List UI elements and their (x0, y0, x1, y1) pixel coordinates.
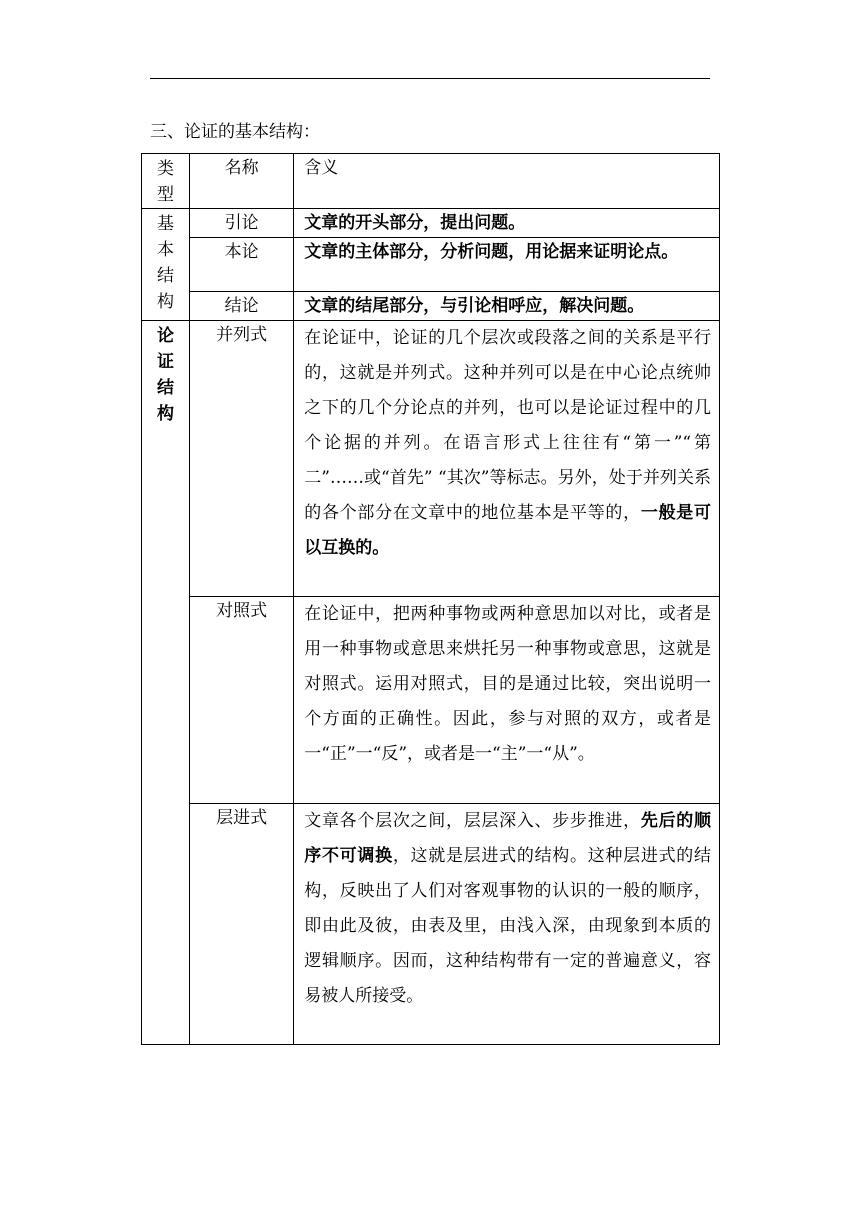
argument-structure-type-char: 结 (157, 378, 175, 398)
basic-structure-type-char: 基 (157, 214, 175, 234)
meaning-text: 文章各个层次之间，层层深入、步步推进， (304, 811, 641, 831)
header-type-char: 类 (157, 159, 175, 179)
argument-structure-type-char: 证 (157, 352, 175, 372)
row-meaning-duizhao (294, 597, 720, 804)
table-row (142, 292, 720, 321)
row-name-cengjin: 层进式 (190, 804, 294, 1045)
argument-structure-type-char: 论 (157, 326, 175, 346)
row-meaning-jielun: 文章的结尾部分，与引论相呼应，解决问题。 (294, 292, 720, 321)
row-meaning-binglie (294, 321, 720, 597)
table-row (142, 209, 720, 238)
row-meaning-cengjin (294, 804, 720, 1045)
row-name-benlun: 本论 (190, 238, 294, 292)
table-row (142, 597, 720, 804)
basic-structure-type-char: 本 (157, 240, 175, 260)
row-name-duizhao: 对照式 (190, 597, 294, 804)
basic-structure-type-char: 结 (157, 266, 175, 286)
header-meaning-cell: 含义 (294, 154, 720, 209)
meaning-emphasis: 一般是可以互换的。 (304, 503, 712, 558)
table-row (142, 321, 720, 597)
table-row (142, 804, 720, 1045)
row-name-jielun: 结论 (190, 292, 294, 321)
meaning-emphasis: 先后的顺序不可调换 (304, 811, 712, 866)
header-rule (150, 78, 710, 79)
row-name-binglie: 并列式 (190, 321, 294, 597)
meaning-text: ，这就是层进式的结构。这种层进式的结构，反映出了人们对客观事物的认识的一般的顺序，即由此及彼，由表及里，由浅入深，由现象到本质的逻辑顺序。因而，这种结构带有一定的普遍意义，容易被人所接受。 (304, 846, 712, 1006)
row-meaning-benlun: 文章的主体部分，分析问题，用论据来证明论点。 (294, 238, 720, 292)
header-type-char: 型 (157, 185, 175, 205)
section-heading: 三、论证的基本结构： (150, 122, 320, 142)
header-name-cell: 名称 (190, 154, 294, 209)
meaning-text: 在论证中，论证的几个层次或段落之间的关系是平行的，这就是并列式。这种并列可以是在中心论点统帅之下的几个分论点的并列，也可以是论证过程中的几个论据的并列。在语言形式上往往有“第一”“第二”……或“首先” “其次”等标志。另外，处于并列关系的各个部分在文章中的地位基本是平等的， (304, 328, 711, 523)
row-name-yinlun: 引论 (190, 209, 294, 238)
argument-structure-type-cell (142, 321, 190, 1045)
table-header-row (142, 154, 720, 209)
header-type-cell (142, 154, 190, 209)
row-meaning-yinlun: 文章的开头部分，提出问题。 (294, 209, 720, 238)
basic-structure-type-cell (142, 209, 190, 321)
basic-structure-type-char: 构 (157, 292, 175, 312)
argument-structure-table (141, 153, 720, 1045)
argument-structure-type-char: 构 (157, 404, 175, 424)
meaning-text: 在论证中，把两种事物或两种意思加以对比，或者是用一种事物或意思来烘托另一种事物或意思，这就是对照式。运用对照式，目的是通过比较，突出说明一个方面的正确性。因此，参与对照的双方，或者是一“正”一“反”，或者是一“主”一“从”。 (304, 604, 711, 764)
table-row (142, 238, 720, 292)
